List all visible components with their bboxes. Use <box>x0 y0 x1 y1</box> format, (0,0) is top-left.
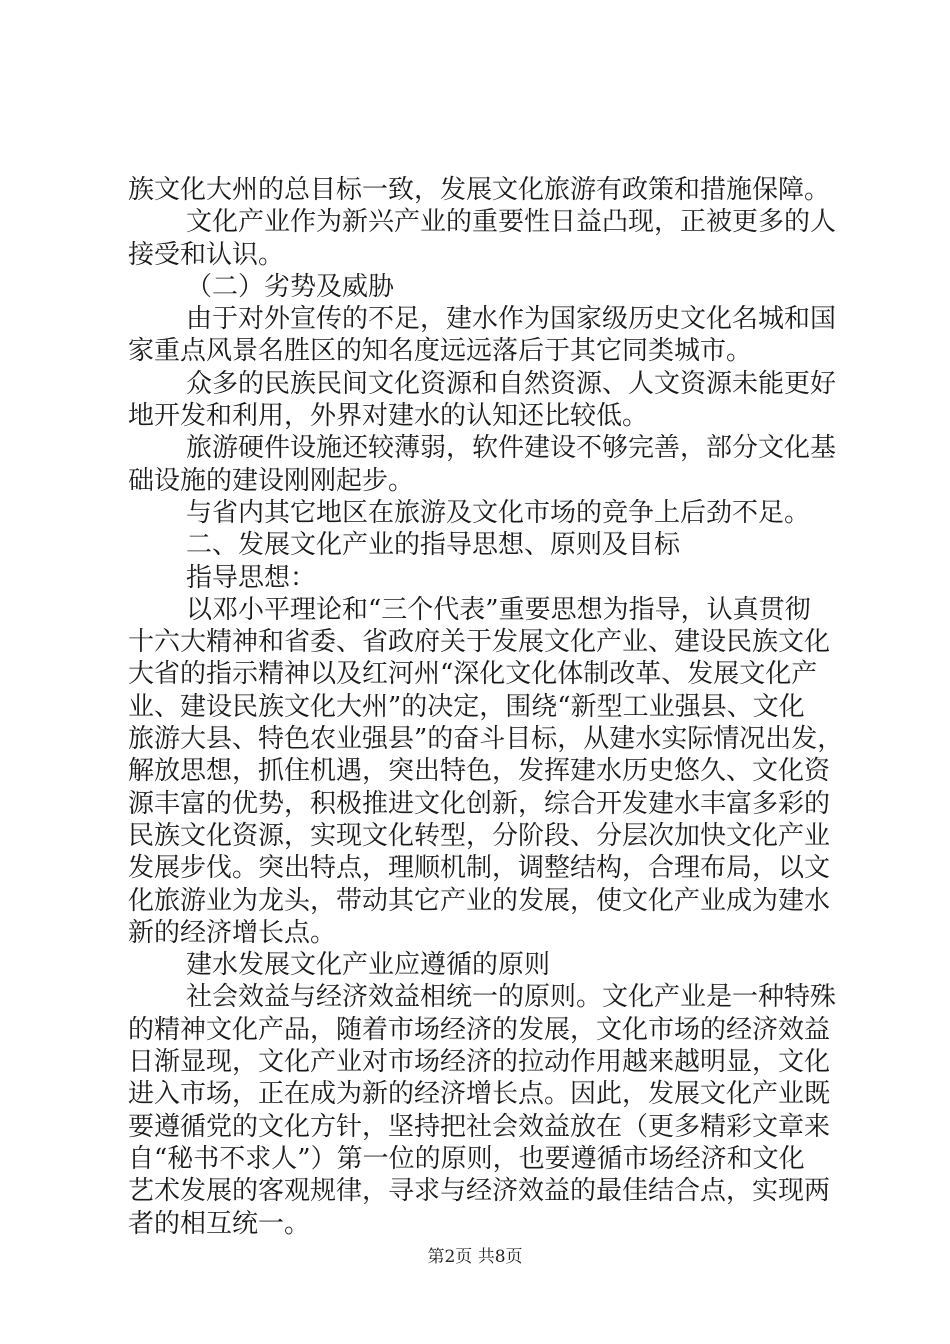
text-line: 要遵循党的文化方针，坚持把社会效益放在（更多精彩文章来 <box>128 1111 831 1142</box>
text-line: 业、建设民族文化大州”的决定，围绕“新型工业强县、文化 <box>128 691 805 722</box>
text-line: 新的经济增长点。 <box>128 917 337 948</box>
text-line: 进入市场，正在成为新的经济增长点。因此，发展文化产业既 <box>128 1079 831 1110</box>
text-line: 家重点风景名胜区的知名度远远落后于其它同类城市。 <box>128 336 753 367</box>
text-line: 解放思想，抓住机遇，突出特色，发挥建水历史悠久、文化资 <box>128 756 831 787</box>
text-line: 以邓小平理论和“三个代表”重要思想为指导，认真贯彻 <box>186 594 811 625</box>
text-line: 旅游硬件设施还较薄弱，软件建设不够完善，部分文化基 <box>186 433 837 464</box>
text-line: 日渐显现，文化产业对市场经济的拉动作用越来越明显，文化 <box>128 1047 831 1078</box>
text-line: 与省内其它地区在旅游及文化市场的竞争上后劲不足。 <box>186 497 811 528</box>
text-line: 发展步伐。突出特点，理顺机制，调整结构，合理布局，以文 <box>128 853 831 884</box>
text-line: 指导思想： <box>186 562 317 593</box>
document-body <box>128 174 848 1240</box>
text-line: 艺术发展的客观规律，寻求与经济效益的最佳结合点，实现两 <box>128 1176 831 1207</box>
text-line: 化旅游业为龙头，带动其它产业的发展，使文化产业成为建水 <box>128 885 831 916</box>
text-line: 社会效益与经济效益相统一的原则。文化产业是一种特殊 <box>186 982 837 1013</box>
text-line: 础设施的建设刚刚起步。 <box>128 465 415 496</box>
text-line: 众多的民族民间文化资源和自然资源、人文资源未能更好 <box>186 368 837 399</box>
text-line: 旅游大县、特色农业强县”的奋斗目标，从建水实际情况出发， <box>128 724 844 755</box>
text-line: 的精神文化产品，随着市场经济的发展，文化市场的经济效益 <box>128 1014 831 1045</box>
text-line: 者的相互统一。 <box>128 1208 311 1239</box>
text-line: 自“秘书不求人”）第一位的原则，也要遵循市场经济和文化 <box>128 1143 805 1174</box>
text-line: 二、发展文化产业的指导思想、原则及目标 <box>186 530 681 561</box>
text-line: 地开发和利用，外界对建水的认知还比较低。 <box>128 401 649 432</box>
text-line: 民族文化资源，实现文化转型，分阶段、分层次加快文化产业 <box>128 820 831 851</box>
text-line: （二）劣势及威胁 <box>186 271 395 302</box>
text-line: 大省的指示精神以及红河州“深化文化体制改革、发展文化产 <box>128 659 818 690</box>
text-line: 文化产业作为新兴产业的重要性日益凸现，正被更多的人 <box>186 207 837 238</box>
text-line: 十六大精神和省委、省政府关于发展文化产业、建设民族文化 <box>128 627 831 658</box>
text-line: 源丰富的优势，积极推进文化创新，综合开发建水丰富多彩的 <box>128 788 831 819</box>
page-footer: 第2页 共8页 <box>427 1247 523 1267</box>
text-line: 族文化大州的总目标一致，发展文化旅游有政策和措施保障。 <box>128 175 831 205</box>
text-line: 接受和认识。 <box>128 239 285 270</box>
text-line: 由于对外宣传的不足，建水作为国家级历史文化名城和国 <box>186 304 837 335</box>
text-line: 建水发展文化产业应遵循的原则 <box>186 950 551 981</box>
